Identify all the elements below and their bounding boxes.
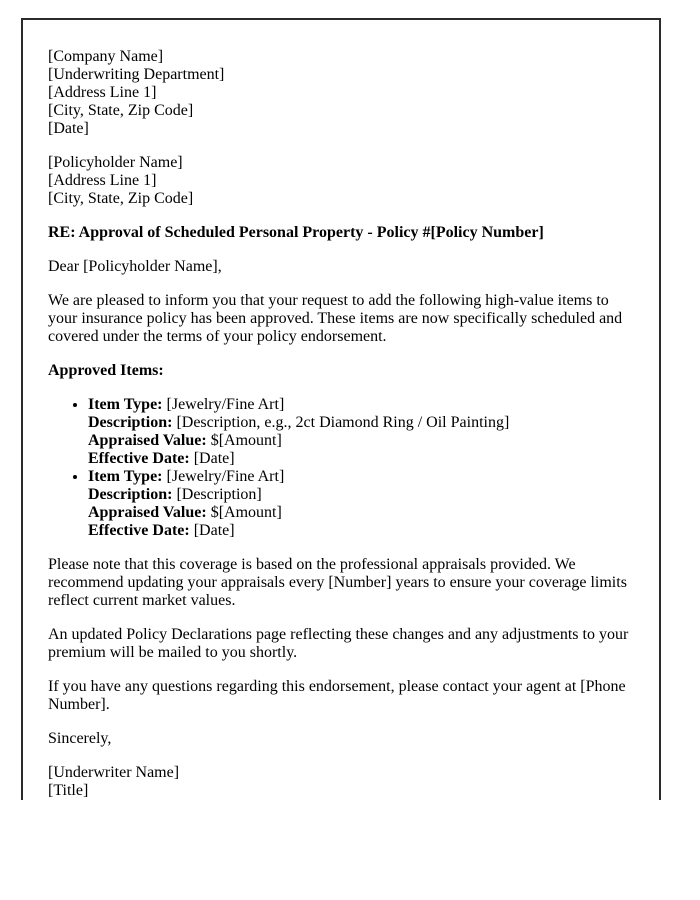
item-effective-date-value: [Date] xyxy=(193,522,235,539)
appraisal-note-paragraph: Please note that this coverage is based on the professional appraisals provided. We recommend updating your appraisals every [Number] years to ensure your coverage limits reflect current market values. xyxy=(48,556,627,609)
item-appraised-value-line xyxy=(88,432,635,450)
recipient-address-line: [Address Line 1] xyxy=(48,172,157,189)
closing: Sincerely, xyxy=(48,730,112,747)
item-description-line xyxy=(88,486,635,504)
item-type-value: [Jewelry/Fine Art] xyxy=(166,468,285,485)
item-effective-date-line xyxy=(88,522,635,540)
subject-line: RE: Approval of Scheduled Personal Property - Policy #[Policy Number] xyxy=(48,224,544,241)
approved-item-row xyxy=(88,468,635,540)
recipient-city-state-zip-line: [City, State, Zip Code] xyxy=(48,190,194,207)
underwriter-title-line: [Title] xyxy=(48,782,89,799)
item-description-value: [Description, e.g., 2ct Diamond Ring / Oil Painting] xyxy=(176,414,510,431)
item-type-line xyxy=(88,468,635,486)
recipient-address-block xyxy=(48,154,635,208)
item-description-value: [Description] xyxy=(176,486,262,503)
sender-address-block xyxy=(48,48,635,138)
item-type-line xyxy=(88,396,635,414)
item-description-label: Description: xyxy=(88,414,173,431)
approved-items-list xyxy=(48,396,635,540)
signature-block xyxy=(48,764,635,800)
salutation: Dear [Policyholder Name], xyxy=(48,258,222,275)
item-appraised-value-label: Appraised Value: xyxy=(88,432,207,449)
sender-company-line: [Company Name] xyxy=(48,48,164,65)
sender-address-line: [Address Line 1] xyxy=(48,84,157,101)
sender-department-line: [Underwriting Department] xyxy=(48,66,225,83)
approved-item-row xyxy=(88,396,635,468)
sender-city-state-zip-line: [City, State, Zip Code] xyxy=(48,102,194,119)
item-type-label: Item Type: xyxy=(88,468,163,485)
letter-page xyxy=(21,18,661,800)
intro-paragraph: We are pleased to inform you that your request to add the following high-value items to your insurance policy has been approved. These items are now specifically scheduled and covered under the terms of your policy endorsement. xyxy=(48,292,623,345)
declarations-paragraph: An updated Policy Declarations page reflecting these changes and any adjustments to your premium will be mailed to you shortly. xyxy=(48,626,629,661)
approved-items-heading: Approved Items: xyxy=(48,362,164,379)
item-effective-date-label: Effective Date: xyxy=(88,450,190,467)
item-appraised-value-value: $[Amount] xyxy=(210,432,282,449)
item-appraised-value-line xyxy=(88,504,635,522)
item-appraised-value-label: Appraised Value: xyxy=(88,504,207,521)
item-effective-date-value: [Date] xyxy=(193,450,235,467)
item-type-label: Item Type: xyxy=(88,396,163,413)
item-appraised-value-value: $[Amount] xyxy=(210,504,282,521)
contact-paragraph: If you have any questions regarding this endorsement, please contact your agent at [Phone Number]. xyxy=(48,678,626,713)
item-effective-date-line xyxy=(88,450,635,468)
item-description-label: Description: xyxy=(88,486,173,503)
item-effective-date-label: Effective Date: xyxy=(88,522,190,539)
letter-date-line: [Date] xyxy=(48,120,89,137)
item-description-line xyxy=(88,414,635,432)
recipient-name-line: [Policyholder Name] xyxy=(48,154,183,171)
item-type-value: [Jewelry/Fine Art] xyxy=(166,396,285,413)
underwriter-name-line: [Underwriter Name] xyxy=(48,764,180,781)
